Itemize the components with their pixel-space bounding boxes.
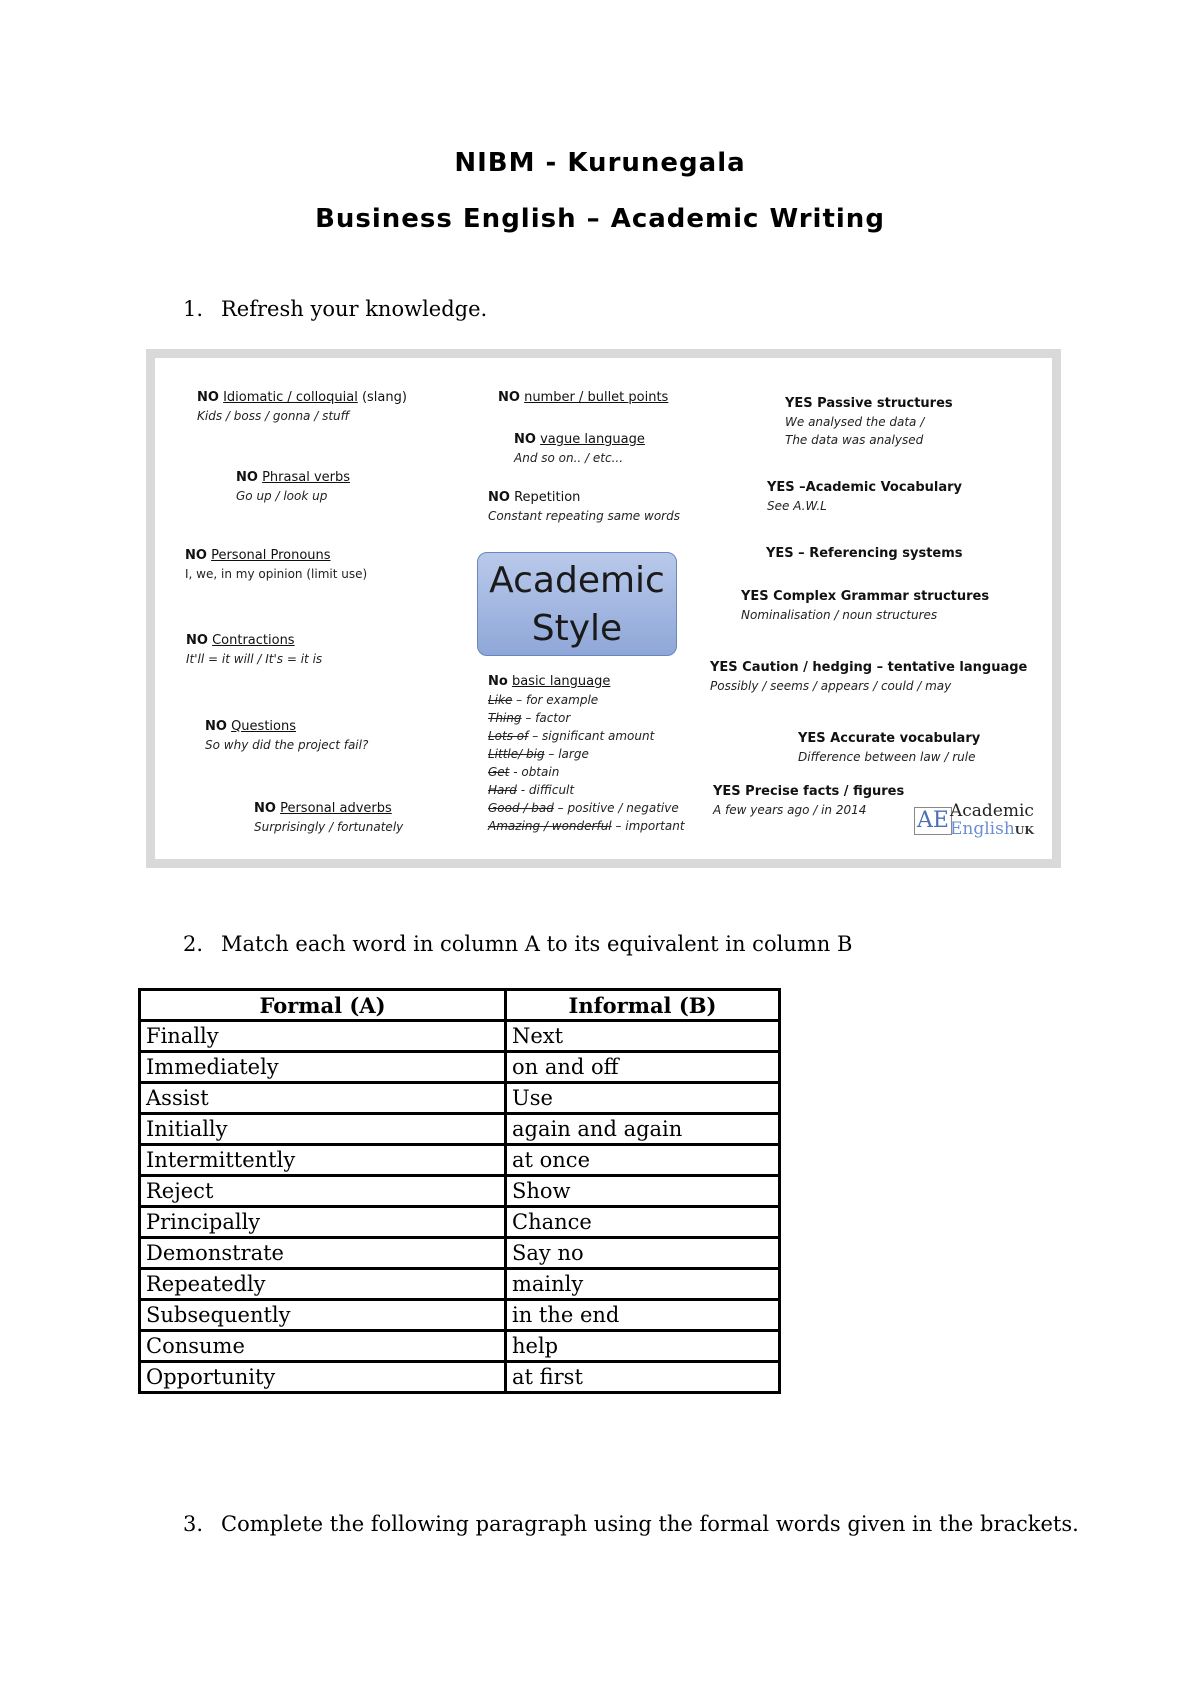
tip-phrasal-verbs: NO Phrasal verbs Go up / look up	[236, 470, 351, 503]
table-row	[140, 1052, 780, 1083]
basic-item: Get - obtain	[488, 765, 560, 779]
table-row	[140, 1238, 780, 1269]
question-2	[183, 932, 852, 956]
informal-word-cell: Next	[506, 1021, 780, 1052]
formal-word-cell: Initially	[140, 1114, 506, 1145]
tip-complex-grammar: YES Complex Grammar structures Nominalisation / noun structures	[741, 589, 990, 622]
tip-referencing: YES – Referencing systems	[766, 546, 963, 561]
tip-academic-vocabulary: YES –Academic Vocabulary See A.W.L	[767, 480, 963, 513]
table-row	[140, 1362, 780, 1393]
question-text: Match each word in column A to its equivalent in column B	[221, 932, 853, 956]
tip-passive-structures: YES Passive structures We analysed the data / The data was analysed	[785, 396, 953, 447]
informal-word-cell: Chance	[506, 1207, 780, 1238]
table-row	[140, 1021, 780, 1052]
table-row	[140, 1269, 780, 1300]
formal-word-cell: Principally	[140, 1207, 506, 1238]
formal-word-cell: Subsequently	[140, 1300, 506, 1331]
column-header-formal: Formal (A)	[140, 990, 506, 1021]
question-3	[183, 1512, 1079, 1536]
tip-vague-language: NO vague language And so on.. / etc...	[514, 432, 645, 465]
informal-word-cell: in the end	[506, 1300, 780, 1331]
formal-word-cell: Opportunity	[140, 1362, 506, 1393]
table-header-row	[140, 990, 780, 1021]
basic-item: Thing – factor	[488, 711, 571, 725]
table-row	[140, 1300, 780, 1331]
tip-personal-pronouns: NO Personal Pronouns I, we, in my opinion (limit use)	[185, 548, 368, 581]
tip-repetition: NO Repetition Constant repeating same words	[488, 490, 680, 523]
informal-word-cell: again and again	[506, 1114, 780, 1145]
formal-word-cell: Immediately	[140, 1052, 506, 1083]
formal-word-cell: Consume	[140, 1331, 506, 1362]
informal-word-cell: at first	[506, 1362, 780, 1393]
tip-idiomatic: NO Idiomatic / colloquial (slang) Kids / boss / gonna / stuff	[197, 390, 407, 423]
table-row	[140, 1331, 780, 1362]
tip-personal-adverbs: NO Personal adverbs Surprisingly / fortunately	[254, 801, 404, 834]
basic-item: Hard - difficult	[488, 783, 575, 797]
basic-item: Amazing / wonderful – important	[488, 819, 685, 833]
informal-word-cell: mainly	[506, 1269, 780, 1300]
basic-item: Good / bad – positive / negative	[488, 801, 679, 815]
formal-word-cell: Repeatedly	[140, 1269, 506, 1300]
formal-word-cell: Demonstrate	[140, 1238, 506, 1269]
figure-canvas	[155, 358, 1052, 859]
table-row	[140, 1176, 780, 1207]
basic-item: Like – for example	[488, 693, 599, 707]
formal-word-cell: Assist	[140, 1083, 506, 1114]
question-number: 2.	[183, 932, 204, 956]
academic-style-box: Academic Style	[477, 552, 677, 656]
table-row	[140, 1083, 780, 1114]
informal-word-cell: Say no	[506, 1238, 780, 1269]
tip-bullet-points: NO number / bullet points	[498, 390, 669, 405]
tip-accurate-vocabulary: YES Accurate vocabulary Difference between law / rule	[798, 731, 981, 764]
question-text: Complete the following paragraph using the formal words given in the brackets.	[221, 1512, 1079, 1536]
document-title: NIBM - Kurunegala	[454, 148, 746, 178]
formal-word-cell: Finally	[140, 1021, 506, 1052]
question-number: 3.	[183, 1512, 204, 1536]
matching-table	[138, 988, 781, 1394]
tip-questions: NO Questions So why did the project fail?	[205, 719, 369, 752]
academic-style-figure	[146, 349, 1061, 868]
informal-word-cell: on and off	[506, 1052, 780, 1083]
document-subtitle: Business English – Academic Writing	[315, 204, 885, 234]
question-number: 1.	[183, 297, 204, 321]
column-header-informal: Informal (B)	[506, 990, 780, 1021]
table-row	[140, 1114, 780, 1145]
informal-word-cell: help	[506, 1331, 780, 1362]
basic-item: Lots of – significant amount	[488, 729, 655, 743]
tip-basic-language: No basic language Like – for example Thing – factor Lots of – significant amount Little/ big – large Get - obtain Hard - difficult Good / bad – positive / negative Amazing / wonderful – important	[488, 674, 685, 833]
tip-contractions: NO Contractions It'll = it will / It's = it is	[186, 633, 323, 666]
question-text: Refresh your knowledge.	[221, 297, 488, 321]
tip-precise-facts: YES Precise facts / figures A few years ago / in 2014	[713, 784, 905, 817]
basic-item: Little/ big – large	[488, 747, 589, 761]
formal-word-cell: Intermittently	[140, 1145, 506, 1176]
formal-word-cell: Reject	[140, 1176, 506, 1207]
informal-word-cell: at once	[506, 1145, 780, 1176]
question-1	[183, 297, 487, 321]
academic-english-uk-logo: AE Academic EnglishUK	[914, 801, 1034, 841]
tip-caution-hedging: YES Caution / hedging – tentative language Possibly / seems / appears / could / may	[710, 660, 1028, 693]
informal-word-cell: Use	[506, 1083, 780, 1114]
table-row	[140, 1145, 780, 1176]
informal-word-cell: Show	[506, 1176, 780, 1207]
table-row	[140, 1207, 780, 1238]
